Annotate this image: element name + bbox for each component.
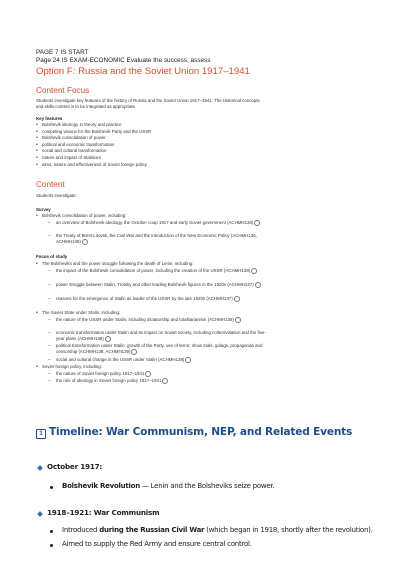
survey-sub-2: – the Treaty of Brest-Litovsk, the Civil War and the introduction of the New Economic Policy (ACHMH136, ACHMH138) [48, 233, 272, 246]
focus-item-2-sub-2: – economic transformation under Stalin and its impact on Soviet society, including collectivisation and the five-year plans (ACHMH138) [48, 330, 272, 343]
bullet-icon [50, 530, 53, 533]
note-line-1: PAGE 7 IS START [36, 49, 89, 56]
list-item: • nature and impact of Stalinism [36, 155, 151, 162]
learning-icon [255, 282, 261, 288]
event-2-item-2: Aimed to supply the Red Army and ensure central control. [62, 540, 252, 548]
focus-item-2: • The Soviet State under Stalin, including: [36, 310, 270, 316]
learning-icon [131, 349, 137, 355]
keycap-one-icon: 1 [36, 429, 46, 439]
learning-icon [162, 378, 168, 384]
option-title: Option F: Russia and the Soviet Union 1917–1941 [36, 66, 250, 77]
students-investigate: Students investigate: [36, 193, 77, 198]
learning-icon [105, 336, 111, 342]
timeline-title: Timeline: War Communism, NEP, and Related Events [49, 426, 353, 438]
focus-item-2-sub-3: – political transformation under Stalin: growth of the Party, use of terror, show trials, gulags, propaganda and censorship (ACHMH138, ACHMH139) [48, 343, 272, 356]
list-item: • political and economic transformation [36, 142, 151, 149]
learning-icon [82, 239, 88, 245]
diamond-bullet-icon [37, 465, 43, 471]
key-features-list [36, 122, 151, 168]
focus-item-2-sub-4: – social and cultural change in the USSR under Stalin (ACHMH138) [48, 357, 272, 364]
survey-item: • Bolshevik consolidation of power, including: [36, 213, 270, 219]
note-line-2: Page 24 IS EXAM-ECONOMIC Evaluate the success, assess [36, 57, 211, 64]
bullet-icon [50, 486, 53, 489]
learning-icon [185, 357, 191, 363]
content-focus-heading: Content Focus [36, 86, 90, 95]
list-item: • aims, nature and effectiveness of Soviet foreign policy [36, 162, 151, 169]
focus-item-3: • Soviet foreign policy, including: [36, 364, 270, 370]
focus-of-study-label: Focus of study [36, 254, 68, 259]
learning-icon [145, 371, 151, 377]
focus-item-3-sub-2: – the role of ideology in Soviet foreign policy 1917–1941 [48, 378, 272, 385]
diamond-bullet-icon [37, 511, 43, 517]
list-item: • competing visions for the Bolshevik Party and the USSR [36, 129, 151, 136]
event-1-item: Bolshevik Revolution — Lenin and the Bolsheviks seize power. [62, 482, 275, 490]
focus-item-1-sub-2: – power struggle between Stalin, Trotsky and other leading Bolshevik figures in the 1920s (ACHMH137) [48, 282, 272, 289]
event-2-date: 1918–1921: War Communism [47, 508, 160, 517]
survey-sub-1: – an overview of Bolshevik ideology, the October coup 1917 and early Soviet government (ACHMH136) [48, 220, 272, 227]
focus-item-1: • The Bolsheviks and the power struggle following the death of Lenin, including: [36, 261, 270, 267]
intro-paragraph: Students investigate key features of the history of Russia and the Soviet Union 1917–1941. The Historical concepts and skills content is to be integrated as appropriate. [36, 98, 260, 110]
list-item: • Bolshevik consolidation of power [36, 135, 151, 142]
content-heading: Content [36, 180, 65, 189]
key-features-label: Key features [36, 116, 63, 121]
list-item: • social and cultural transformation [36, 148, 151, 155]
focus-item-3-sub-1: – the nature of Soviet foreign policy 1917–1941 [48, 371, 272, 378]
focus-item-2-sub-1: – the nature of the USSR under Stalin, including dictatorship and totalitarianism (ACHMH138) [48, 317, 272, 324]
bullet-icon [50, 544, 53, 547]
focus-item-1-sub-1: – the impact of the Bolshevik consolidation of power, including the creation of the USSR (ACHMH138) [48, 268, 272, 275]
learning-icon [234, 296, 240, 302]
learning-icon [254, 220, 260, 226]
learning-icon [235, 317, 241, 323]
survey-label: Survey [36, 207, 51, 212]
list-item: • Bolshevik ideology in theory and practice [36, 122, 151, 129]
focus-item-1-sub-3: – reasons for the emergence of Stalin as leader of the USSR by the late 1920s (ACHMH137) [48, 296, 272, 303]
event-2-item-1: Introduced during the Russian Civil War (which began in 1918, shortly after the revolution). [62, 526, 373, 534]
event-1-date: October 1917: [47, 462, 103, 471]
learning-icon [251, 268, 257, 274]
